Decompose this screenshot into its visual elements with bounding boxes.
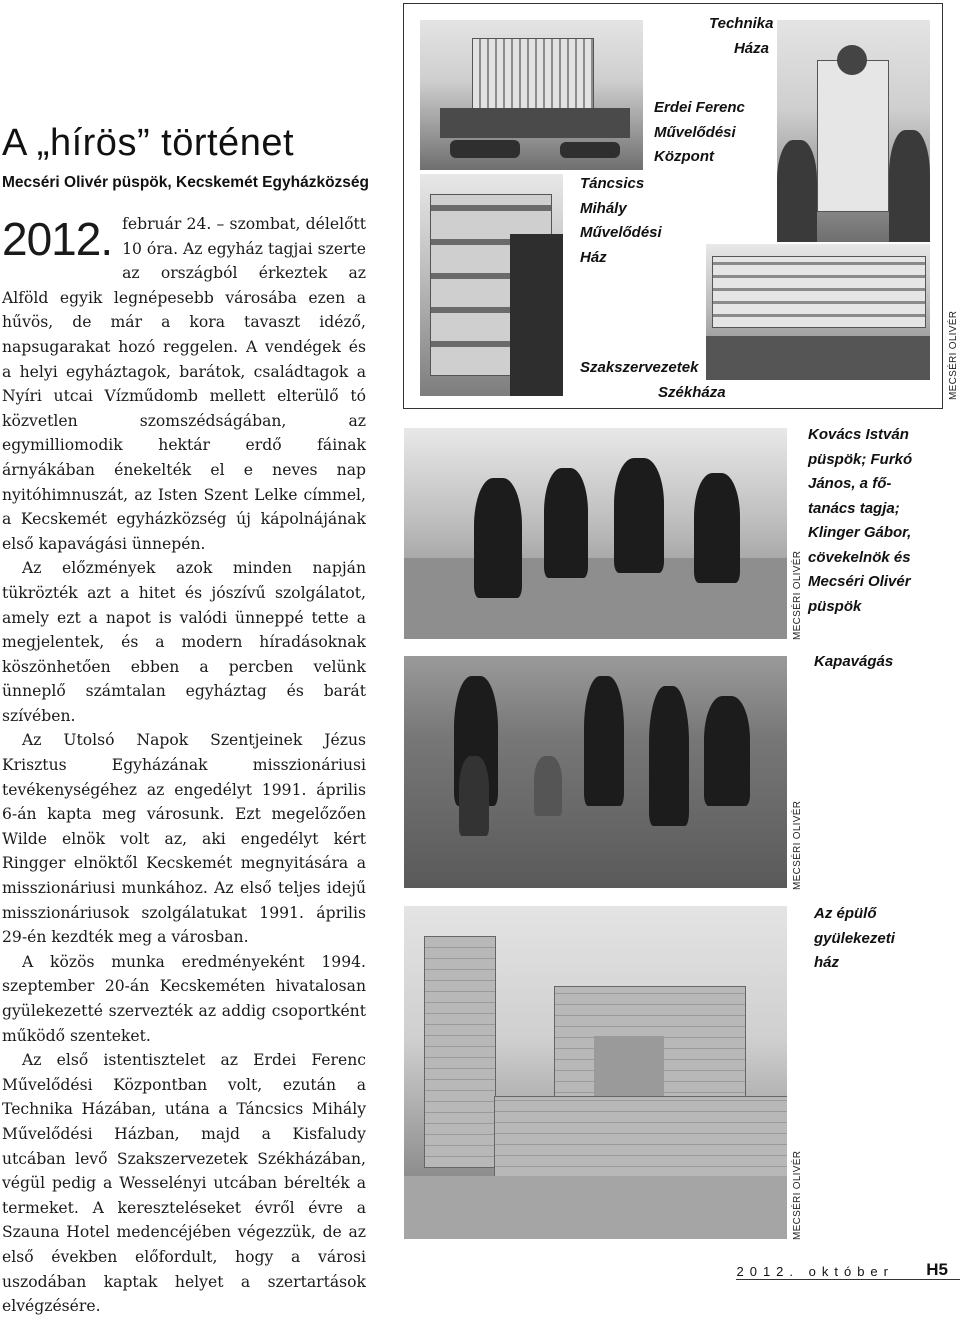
caption-people: Kovács István püspök; Furkó János, a fő- tanács tagja; Klinger Gábor, cövekelnök és Mecséri Olivér püspök (808, 426, 913, 615)
photo-credit: MECSÉRI OLIVÉR (792, 1150, 803, 1240)
footer-rule (736, 1279, 960, 1280)
article-paragraph: Az előzmények azok minden napján tükrözték azt a hitet és jószívű szolgálatot, amely ezt a napot is valódi ünneppé tette a megjelentek, és a modern híradásoknak köszönhetően ebben a percben velünk ünneplő számtalan egyháztag és barát szívében. (2, 559, 366, 725)
page-number: H5 (926, 1260, 948, 1279)
photo-credit: MECSÉRI OLIVÉR (792, 550, 803, 640)
photo-church (777, 20, 930, 242)
venues-photo-box (403, 3, 943, 409)
photo-tancsics (420, 174, 563, 396)
caption-erdei-ferenc: Erdei Ferenc Művelődési Központ (654, 99, 745, 165)
article-paragraph: Az első istentisztelet az Erdei Ferenc Művelődési Központban volt, ezután a Technika Házában, utána a Táncsics Mihály Művelődési Házban, majd a Kisfaludy utcában levő Szakszervezetek Székházában, végül pedig a Wesselényi utcában bérelték a termeket. A kereszteléseket évről évre a Szauna Hotel medencéjében végezzük, de az első években előfordult, hogy a városi uszodában kaptak helyet a szertartások elvégzésére. (2, 1051, 366, 1316)
photo-construction (404, 906, 787, 1239)
article-title: A „hírös” történet (2, 122, 295, 164)
photo-credit: MECSÉRI OLIVÉR (792, 800, 803, 890)
article-paragraph: Az Utolsó Napok Szentjeinek Jézus Krisztus Egyházának misszionáriusi tevékenységéhez az engedélyt 1991. április 6-án kapta meg városunk. Ezt megelőzően Wilde elnök volt az, aki engedélyt kért Ringger elnöktől Kecskemét megnyitására a misszionáriusi munkához. Az első teljes idejű misszionáriusok szolgálatukat 1991. április 29-én kezdték meg a városban. (2, 731, 366, 947)
photo-kapavagas (404, 656, 787, 888)
article-body (2, 212, 366, 1319)
caption-szakszervezetek: Szakszervezetek Székháza (580, 359, 726, 401)
caption-kapavagas: Kapavágás (814, 653, 894, 670)
caption-technika: Technika Háza (709, 15, 774, 57)
photo-szakszervezetek (706, 244, 930, 380)
article-paragraph: 2012. február 24. – szombat, délelőtt 10 óra. Az egyház tagjai szerte az országból érkeztek az Alföld egyik legnépesebb városába ezen a hűvös, de már a kora tavaszt idéző, napsugarakat hozó reggelen. A vendégek és a helyi egyháztagok, barátok, családtagok a Nyíri utcai Vízműdomb mellett elterülő tó közvetlen szomszédságában, az egymilliomodik hektár erdő fáinak árnyákában énekelték el e neves nap nyitóhimnuszát, az Isten Szent Lelke címmel, a Kecskemét egyházközség új kápolnájának első kapavágási ünnepén. (2, 213, 366, 553)
photo-erdei-ferenc (420, 20, 643, 170)
caption-epulo-haz: Az épülő gyülekezeti ház (814, 905, 895, 971)
photo-credit: MECSÉRI OLIVÉR (948, 310, 959, 400)
article-paragraph: A közös munka eredményeként 1994. szeptember 20-án Kecskeméten hivatalosan gyülekezetté szervezték az addig csoportként működő szenteket. (2, 952, 366, 1045)
photo-groundbreaking (404, 428, 787, 639)
issue-date: 2012. október (736, 1264, 894, 1279)
year-initial: 2012. (2, 213, 113, 265)
caption-tancsics: Táncsics Mihály Művelődési Ház (580, 175, 662, 266)
article-byline: Mecséri Olivér püspök, Kecskemét Egyházközség (2, 174, 369, 191)
